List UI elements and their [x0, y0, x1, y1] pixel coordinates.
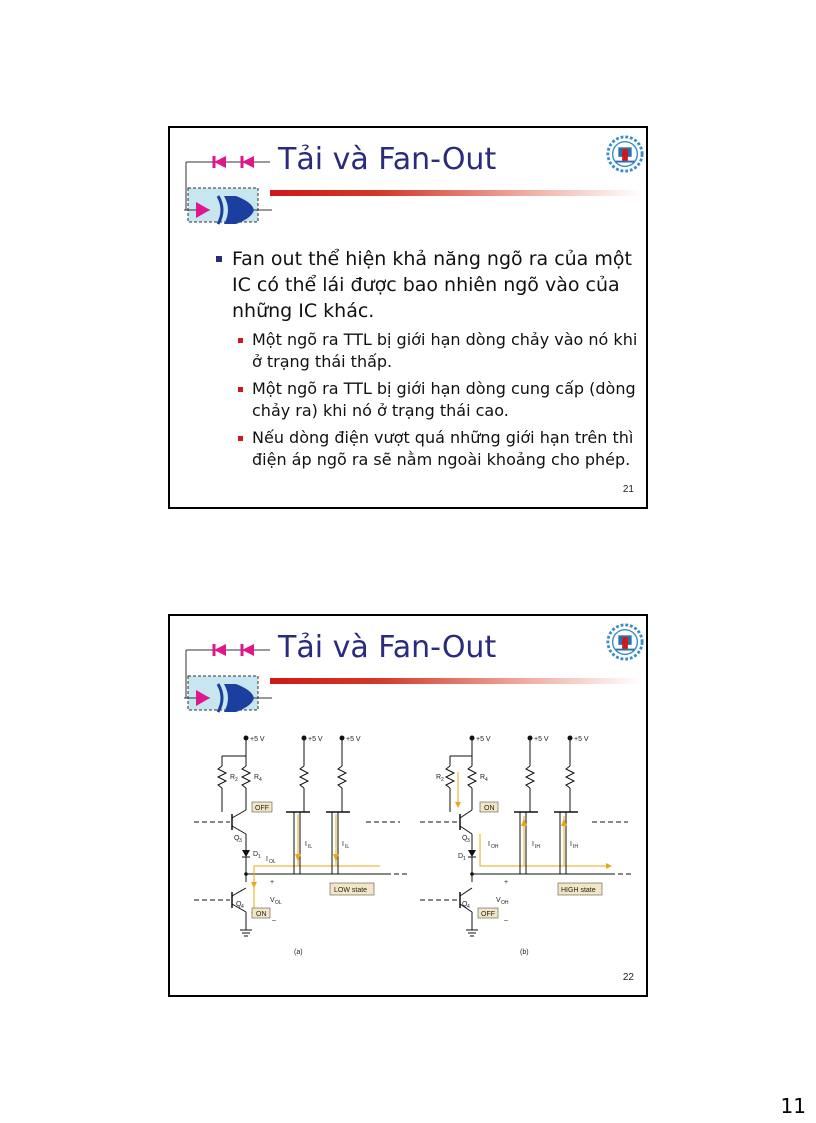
- q4-label: Q: [236, 901, 242, 908]
- r2-subscript: 2: [441, 777, 444, 783]
- current-out-label: I: [488, 841, 490, 848]
- state-label: HIGH state: [561, 887, 596, 894]
- slide-page-number: 22: [622, 972, 634, 983]
- d1-subscript: 1: [258, 854, 261, 860]
- state-label: LOW state: [334, 887, 368, 894]
- supply-label: +5 V: [574, 736, 589, 743]
- main-bullet-text: Fan out thể hiện khả năng ngõ ra của một IC có thể lái được bao nhiên ngõ vào của những IC khác.: [232, 248, 632, 322]
- voltage-subscript: OL: [275, 900, 282, 906]
- logic-gates-logo-icon: [184, 624, 274, 716]
- ttl-fanout-circuit-diagram: [170, 716, 646, 956]
- sub-bullet-marker: [238, 436, 243, 441]
- supply-label: +5 V: [308, 736, 323, 743]
- voltage-subscript: OH: [501, 900, 509, 906]
- sub-bullet-text: Một ngõ ra TTL bị giới hạn dòng cung cấp (dòng chảy ra) khi nó ở trạng thái cao.: [252, 379, 636, 420]
- d1-subscript: 1: [463, 856, 466, 862]
- voltage-label: V: [270, 897, 275, 904]
- q4-label: Q: [462, 901, 468, 908]
- q3-label: Q: [234, 835, 240, 842]
- minus-sign: –: [504, 917, 508, 924]
- slide-title: Tải và Fan-Out: [278, 630, 497, 665]
- logic-gates-logo-icon: [184, 136, 274, 228]
- sub-bullet-marker: [238, 387, 243, 392]
- current-in-subscript: IL: [308, 844, 313, 850]
- title-underline-bar: [270, 190, 642, 196]
- sub-bullet: [212, 427, 642, 471]
- q4-subscript: 4: [241, 904, 244, 910]
- plus-sign: +: [504, 879, 509, 886]
- plus-sign: +: [270, 879, 275, 886]
- d1-label: D: [253, 851, 259, 858]
- r2-subscript: 2: [235, 777, 238, 783]
- sub-bullet-marker: [238, 338, 243, 343]
- supply-label: +5 V: [346, 736, 361, 743]
- r4-label: R: [480, 774, 486, 781]
- main-bullet: [212, 246, 642, 324]
- voltage-label: V: [496, 897, 501, 904]
- current-in-label: I: [305, 841, 307, 848]
- current-in-subscript: IL: [345, 844, 350, 850]
- current-in-subscript: IH: [573, 844, 578, 850]
- university-gear-logo-icon: [606, 622, 644, 662]
- r4-subscript: 4: [485, 777, 488, 783]
- slide-21: [168, 126, 648, 509]
- bullet-list: [212, 246, 642, 471]
- q3-state-label: ON: [484, 805, 495, 812]
- d1-label: D: [458, 853, 464, 860]
- r4-subscript: 4: [259, 777, 262, 783]
- current-out-label: I: [266, 856, 268, 863]
- slide-page-number: 21: [622, 484, 634, 495]
- figure-caption: (b): [520, 949, 529, 956]
- q4-state-label: ON: [256, 911, 267, 918]
- current-in-label: I: [342, 841, 344, 848]
- q3-label: Q: [462, 835, 468, 842]
- q3-subscript: 3: [239, 838, 242, 844]
- supply-label: +5 V: [250, 736, 265, 743]
- title-underline-bar: [270, 678, 642, 684]
- r2-label: R: [436, 774, 442, 781]
- r4-label: R: [254, 774, 260, 781]
- current-out-subscript: OH: [491, 844, 499, 850]
- slide-title: Tải và Fan-Out: [278, 142, 497, 177]
- sub-bullet: [212, 329, 642, 373]
- current-in-label: I: [570, 841, 572, 848]
- q4-state-label: OFF: [481, 911, 495, 918]
- supply-label: +5 V: [534, 736, 549, 743]
- current-in-label: I: [532, 841, 534, 848]
- q3-subscript: 3: [467, 838, 470, 844]
- current-out-subscript: OL: [269, 859, 276, 865]
- slide-22: [168, 614, 648, 997]
- circuit-a: [194, 736, 410, 957]
- sub-bullet: [212, 378, 642, 422]
- sub-bullet-text: Một ngõ ra TTL bị giới hạn dòng chảy vào nó khi ở trạng thái thấp.: [252, 330, 638, 371]
- supply-label: +5 V: [476, 736, 491, 743]
- q4-subscript: 4: [467, 904, 470, 910]
- current-in-subscript: IH: [535, 844, 540, 850]
- document-page-number: 11: [780, 1094, 806, 1118]
- sub-bullet-text: Nếu dòng điện vượt quá những giới hạn trên thì điện áp ngõ ra sẽ nằm ngoài khoảng cho phép.: [252, 428, 634, 469]
- q3-state-label: OFF: [255, 805, 269, 812]
- circuit-b: [420, 736, 634, 957]
- figure-caption: (a): [294, 949, 303, 956]
- minus-sign: –: [272, 917, 276, 924]
- r2-label: R: [230, 774, 236, 781]
- university-gear-logo-icon: [606, 134, 644, 174]
- bullet-marker: [216, 256, 222, 262]
